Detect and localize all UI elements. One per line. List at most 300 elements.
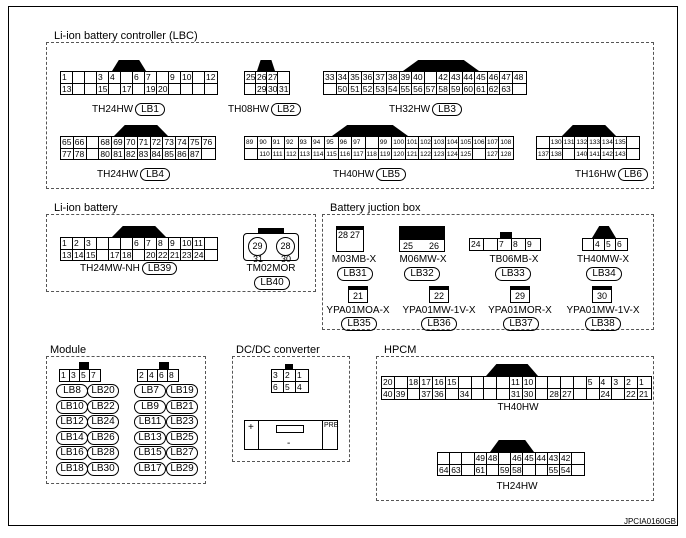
connector-pin: 8 [512, 239, 526, 250]
connector-pin [245, 83, 256, 94]
connector-pin: 48 [487, 453, 498, 463]
connector-lb32-type: M06MW-X [399, 254, 447, 265]
connector-lb40-latch [258, 228, 284, 233]
connector-pin: 91 [272, 137, 285, 148]
connector-pin: 6 [133, 72, 145, 83]
connector-lb4-caption: TH24HW LB4 [97, 168, 170, 181]
connector-pin: 37 [374, 72, 387, 83]
connector-pin: 7 [145, 72, 157, 83]
connector-lb3 [323, 71, 527, 95]
connector-pin: 103 [433, 139, 445, 146]
connector-pin: 1 [60, 370, 70, 381]
connector-row [61, 72, 217, 83]
module-connector-odd-latch [79, 362, 89, 369]
connector-pin [181, 83, 193, 94]
connector-row [138, 370, 178, 381]
connector-pin: 10 [523, 377, 536, 388]
connector-pin: 36 [362, 72, 375, 83]
connector-pin [612, 388, 625, 399]
connector-pin: 121 [406, 148, 419, 159]
module-id-pill: LB11 [134, 415, 166, 429]
connector-pin [583, 239, 594, 250]
connector-pin: 49 [475, 453, 486, 463]
connector-pin: 52 [362, 83, 375, 94]
connector-pin: 140 [575, 148, 588, 159]
connector-pin: 43 [450, 72, 463, 83]
connector-pin [462, 453, 474, 464]
connector-pin: 26 [257, 72, 267, 82]
connector-pin [408, 388, 421, 399]
connector-pin: 85 [163, 148, 176, 159]
connector-pin: 3 [97, 72, 109, 83]
connector-pin: 31 [279, 84, 289, 94]
connector-pin: 4 [148, 370, 158, 381]
connector-pin: 30 [523, 388, 536, 399]
connector-row [245, 137, 513, 148]
connector-pin: 104 [446, 139, 458, 146]
connector-lb32-id: LB32 [404, 267, 440, 281]
connector-pin [121, 238, 133, 249]
connector-pin: 75 [189, 137, 202, 148]
connector-pin: 130 [550, 139, 562, 146]
connector-lb37-latch [511, 287, 529, 290]
connector-row [245, 148, 513, 159]
connector-lb33-id: LB33 [495, 267, 531, 281]
connector-row [272, 381, 308, 392]
connector-pin: 63 [451, 465, 461, 475]
connector-pin: 8 [169, 370, 174, 380]
connector-pin: 101 [406, 139, 418, 146]
connector-lb31-type: M03MB-X [331, 254, 377, 265]
connector-pin: 141 [588, 148, 601, 159]
connector-row [438, 453, 584, 464]
module-id-pill: LB26 [87, 431, 119, 445]
connector-pin: 38 [387, 72, 400, 83]
connector-pin: 6 [272, 381, 284, 392]
connector-pin: 65 [61, 137, 74, 148]
junction-title: Battery juction box [330, 202, 421, 214]
connector-row [438, 464, 584, 475]
connector-pin: 27 [561, 388, 574, 399]
connector-pin: 137 [537, 148, 550, 159]
connector-pin: 69 [112, 137, 125, 148]
connector-pin: 123 [432, 148, 445, 159]
connector-pin [87, 148, 100, 159]
connector-pin: 18 [408, 377, 421, 388]
connector-pin: 125 [459, 148, 472, 159]
dcdc-connector [271, 369, 309, 393]
connector-pin: 116 [339, 148, 352, 159]
connector-pin [278, 72, 289, 83]
connector-pin: 80 [99, 148, 112, 159]
connector-pin: 74 [176, 137, 189, 148]
module-id-pill: LB12 [56, 415, 88, 429]
connector-pin [537, 137, 550, 148]
connector-pin: 39 [400, 72, 413, 83]
connector-pin: 11 [510, 377, 523, 388]
connector-pin [121, 72, 133, 83]
connector-pin: 92 [285, 137, 298, 148]
connector-pin: 40 [412, 72, 425, 83]
connector-pin [438, 453, 450, 464]
dcdc-terminal-divider-l [258, 420, 259, 450]
battery-title: Li-ion battery [54, 202, 118, 214]
connector-pin [109, 83, 121, 94]
module-id-pill: LB9 [134, 400, 166, 414]
connector-pin: 46 [488, 72, 501, 83]
connector-lb31-pin-a: 28 [338, 230, 349, 240]
connector-pin [497, 377, 510, 388]
module-id-pill: LB20 [87, 384, 119, 398]
connector-pin [484, 388, 497, 399]
connector-pin: 56 [412, 83, 425, 94]
connector-pin: 23 [182, 250, 192, 260]
dcdc-pre-label: PRE [324, 422, 339, 429]
connector-pin: 42 [560, 453, 571, 463]
connector-pin [169, 83, 181, 94]
connector-lb40-id: LB40 [254, 276, 290, 290]
module-id-pill: LB13 [134, 431, 166, 445]
connector-pin: 115 [325, 148, 338, 159]
connector-lb36: 22 [429, 286, 449, 303]
connector-pin [97, 249, 109, 260]
connector-lb32-pin-a: 25 [403, 241, 414, 251]
connector-pin: 12 [206, 72, 216, 82]
connector-pin: 55 [548, 465, 559, 475]
connector-pin [205, 249, 217, 260]
connector-pin: 22 [625, 388, 638, 399]
connector-lb36-type: YPA01MW-1V-X [402, 305, 476, 316]
connector-pin: 25 [246, 72, 256, 82]
connector-pin [572, 453, 584, 464]
connector-pin: 97 [352, 137, 365, 148]
connector-pin: 120 [392, 148, 405, 159]
connector-pin [561, 377, 574, 388]
connector-pin: 4 [296, 381, 308, 392]
connector-pin: 18 [122, 250, 132, 260]
connector-pin [563, 148, 576, 159]
connector-pin: 3 [70, 370, 80, 381]
connector-pin: 31 [510, 388, 523, 399]
connector-pin: 17 [122, 84, 132, 94]
connector-pin: 9 [169, 238, 181, 249]
connector-pin: 20 [382, 377, 395, 388]
connector-pin: 143 [614, 148, 627, 159]
connector-pin: 6 [617, 239, 622, 249]
connector-pin: 50 [337, 83, 350, 94]
connector-pin: 128 [499, 148, 512, 159]
connector-pin [85, 83, 97, 94]
connector-lb34-type: TH40MW-X [576, 254, 630, 265]
connector-pin: 3 [272, 370, 284, 381]
connector-pin: 5 [605, 239, 616, 250]
connector-pin [574, 377, 587, 388]
connector-pin: 11 [193, 238, 205, 249]
module-id-pill: LB17 [134, 462, 166, 476]
connector-lb32-pin-b: 26 [429, 241, 440, 251]
connector-pin: 118 [366, 148, 379, 159]
connector-pin: 94 [312, 137, 325, 148]
connector-pin: 9 [527, 239, 532, 249]
connector-pin: 5 [80, 370, 90, 381]
connector-lb37: 29 [510, 286, 530, 303]
connector-pin [85, 72, 97, 83]
connector-lb1 [60, 71, 218, 95]
connector-pin [548, 377, 561, 388]
connector-pin: 47 [500, 72, 513, 83]
connector-pin: 3 [612, 377, 625, 388]
connector-pin: 16 [433, 377, 446, 388]
module-id-pill: LB19 [166, 384, 198, 398]
connector-pin: 44 [463, 72, 476, 83]
connector-row [324, 83, 526, 94]
connector-pin [324, 83, 337, 94]
connector-pin [487, 464, 499, 475]
module-id-pill: LB14 [56, 431, 88, 445]
connector-row [470, 239, 540, 250]
connector-pin: 84 [151, 148, 164, 159]
connector-pin: 127 [486, 148, 499, 159]
connector-pin [574, 388, 587, 399]
connector-pin [536, 388, 549, 399]
connector-lb40-pin-b: 28 [276, 237, 295, 256]
connector-row [537, 148, 639, 159]
connector-lb40-pin-a: 29 [248, 237, 267, 256]
connector-pin [462, 464, 474, 475]
connector-pin [133, 249, 145, 260]
connector-lb1-caption: TH24HW LB1 [92, 103, 165, 116]
connector-pin [459, 377, 472, 388]
connector-pin [193, 83, 205, 94]
module-id-pill: LB24 [87, 415, 119, 429]
module-id-pill: LB16 [56, 446, 88, 460]
module-id-pill: LB8 [56, 384, 88, 398]
connector-pin [513, 83, 526, 94]
connector-pin: 59 [450, 83, 463, 94]
connector-pin [73, 83, 85, 94]
connector-lb40-bottom-b: 30 [281, 254, 292, 264]
connector-row [61, 137, 215, 148]
connector-pin: 5 [587, 377, 600, 388]
connector-pin: 37 [420, 388, 433, 399]
connector-pin: 7 [91, 370, 96, 380]
module-id-pill: LB29 [166, 462, 198, 476]
connector-pin: 27 [268, 72, 278, 82]
connector-row [537, 137, 639, 148]
connector-pin: 43 [548, 453, 559, 463]
connector-pin: 89 [245, 137, 258, 148]
connector-lb35: 21 [348, 286, 368, 303]
dcdc-terminal-inner [276, 425, 304, 433]
connector-pin: 4 [600, 377, 613, 388]
module-id-pill: LB30 [87, 462, 119, 476]
connector-pin: 132 [576, 139, 588, 146]
connector-pin [87, 137, 100, 148]
connector-pin: 17 [420, 377, 433, 388]
module-connector-even-latch [159, 362, 169, 369]
connector-pin: 107 [487, 139, 498, 146]
connector-pin [472, 377, 485, 388]
connector-pin [425, 72, 438, 83]
connector-pin: 30 [268, 84, 278, 94]
connector-pin: 44 [536, 453, 546, 463]
connector-pin: 17 [110, 250, 120, 260]
connector-pin: 83 [138, 148, 151, 159]
connector-pin [97, 238, 109, 249]
connector-pin: 24 [470, 239, 484, 250]
connector-pin: 106 [473, 139, 485, 146]
connector-pin [523, 464, 535, 475]
connector-row [61, 148, 215, 159]
connector-pin: 124 [446, 148, 459, 159]
connector-lb38-type: YPA01MW-1V-X [566, 305, 640, 316]
connector-pin: 21 [638, 388, 651, 399]
connector-pin: 54 [387, 83, 400, 94]
connector-pin: 24 [600, 388, 613, 399]
connector-lb4 [60, 136, 216, 160]
connector-lb39-caption: TH24MW-NH LB39 [80, 262, 177, 275]
connector-pin [446, 388, 459, 399]
connector-lb37-type: YPA01MOR-X [488, 305, 552, 316]
connector-pin: 40 [382, 388, 395, 399]
connector-pin: 34 [459, 388, 472, 399]
connector-pin: 7 [498, 239, 512, 250]
connector-pin: 7 [145, 238, 157, 249]
connector-pin [484, 239, 498, 250]
lbc-title: Li-ion battery controller (LBC) [54, 30, 198, 42]
connector-pin [73, 72, 85, 83]
connector-pin: 8 [157, 238, 169, 249]
connector-pin: 3 [85, 238, 97, 249]
connector-lb35-latch [349, 287, 367, 290]
connector-pin: 73 [163, 137, 176, 148]
connector-lb38-id: LB38 [585, 317, 621, 331]
connector-pin: 102 [420, 139, 431, 146]
connector-pin [499, 453, 511, 464]
connector-pin: 45 [475, 72, 488, 83]
connector-pin: 66 [74, 137, 87, 148]
connector-pin: 24 [194, 250, 204, 260]
connector-row [583, 239, 627, 250]
connector-pin [366, 137, 379, 148]
connector-pin: 1 [638, 377, 644, 387]
connector-pin: 15 [98, 84, 108, 94]
connector-pin: 45 [524, 453, 534, 463]
connector-pin: 15 [446, 377, 459, 388]
connector-pin: 117 [352, 148, 365, 159]
connector-lb38: 30 [592, 286, 612, 303]
dcdc-minus-label: - [287, 438, 291, 449]
connector-pin [205, 83, 217, 94]
connector-pin [245, 148, 258, 159]
module-id-pill: LB10 [56, 400, 88, 414]
connector-pin: 5 [284, 381, 296, 392]
connector-lb3-caption: TH32HW LB3 [389, 103, 462, 116]
connector-pin: 2 [625, 377, 638, 388]
connector-lb37-id: LB37 [503, 317, 539, 331]
connector-row [272, 370, 308, 381]
connector-pin: 57 [425, 83, 438, 94]
connector-row [382, 388, 651, 399]
connector-pin: 39 [395, 388, 408, 399]
connector-lb39 [60, 237, 218, 261]
connector-row [324, 72, 526, 83]
connector-pin: 4 [109, 72, 121, 83]
connector-pin: 4 [594, 239, 605, 250]
connector-pin: 62 [488, 83, 501, 94]
connector-pin: 122 [419, 148, 432, 159]
connector-pin: 134 [601, 139, 613, 146]
hpcm-connector-th40-type: TH40HW [497, 402, 539, 413]
hpcm-connector-th24 [437, 452, 585, 476]
connector-row [60, 370, 100, 381]
connector-pin: 1 [61, 72, 73, 83]
connector-pin: 81 [112, 148, 125, 159]
connector-pin: 77 [61, 148, 74, 159]
connector-lb38-latch [593, 287, 611, 290]
connector-pin: 59 [499, 465, 510, 475]
connector-pin: 10 [182, 238, 192, 248]
connector-lb40-bottom-a: 31 [253, 254, 264, 264]
connector-row [245, 72, 289, 83]
connector-pin: 6 [133, 238, 145, 249]
connector-pin: 72 [151, 137, 164, 148]
connector-pin: 133 [589, 139, 601, 146]
connector-pin [202, 148, 215, 159]
connector-pin: 19 [146, 84, 156, 94]
connector-pin [205, 238, 217, 249]
module-id-pill: LB21 [166, 400, 198, 414]
connector-pin: 48 [513, 72, 524, 82]
connector-pin: 60 [463, 83, 476, 94]
connector-pin: 51 [349, 83, 362, 94]
connector-pin: 111 [272, 148, 285, 159]
connector-lb31-pin-b: 27 [350, 230, 361, 240]
connector-pin [627, 148, 640, 159]
connector-pin [395, 377, 408, 388]
module-id-pill: LB18 [56, 462, 88, 476]
connector-pin [497, 388, 510, 399]
connector-pin: 58 [512, 465, 522, 475]
connector-pin: 86 [176, 148, 189, 159]
connector-pin [450, 453, 462, 464]
hpcm-title: HPCM [384, 344, 417, 356]
connector-pin: 1 [297, 370, 302, 380]
connector-lb36-id: LB36 [421, 317, 457, 331]
connector-pin: 34 [337, 72, 350, 83]
connector-lb33-latch [500, 232, 512, 238]
connector-row [61, 238, 217, 249]
connector-pin: 138 [550, 148, 563, 159]
connector-lb6 [536, 136, 640, 160]
connector-pin: 14 [74, 250, 84, 260]
connector-pin: 100 [393, 139, 405, 146]
module-id-pill: LB15 [134, 446, 166, 460]
connector-pin: 2 [138, 370, 148, 381]
connector-pin [157, 72, 169, 83]
connector-pin: 58 [437, 83, 450, 94]
hpcm-connector-th40 [381, 376, 652, 400]
connector-pin: 42 [437, 72, 450, 83]
connector-lb33 [469, 238, 541, 251]
connector-pin [109, 238, 121, 249]
connector-pin: 119 [379, 148, 392, 159]
connector-pin: 110 [258, 148, 271, 159]
connector-pin: 21 [170, 250, 180, 260]
connector-pin: 90 [258, 137, 271, 148]
connector-row [61, 249, 217, 260]
connector-pin: 61 [475, 465, 486, 475]
